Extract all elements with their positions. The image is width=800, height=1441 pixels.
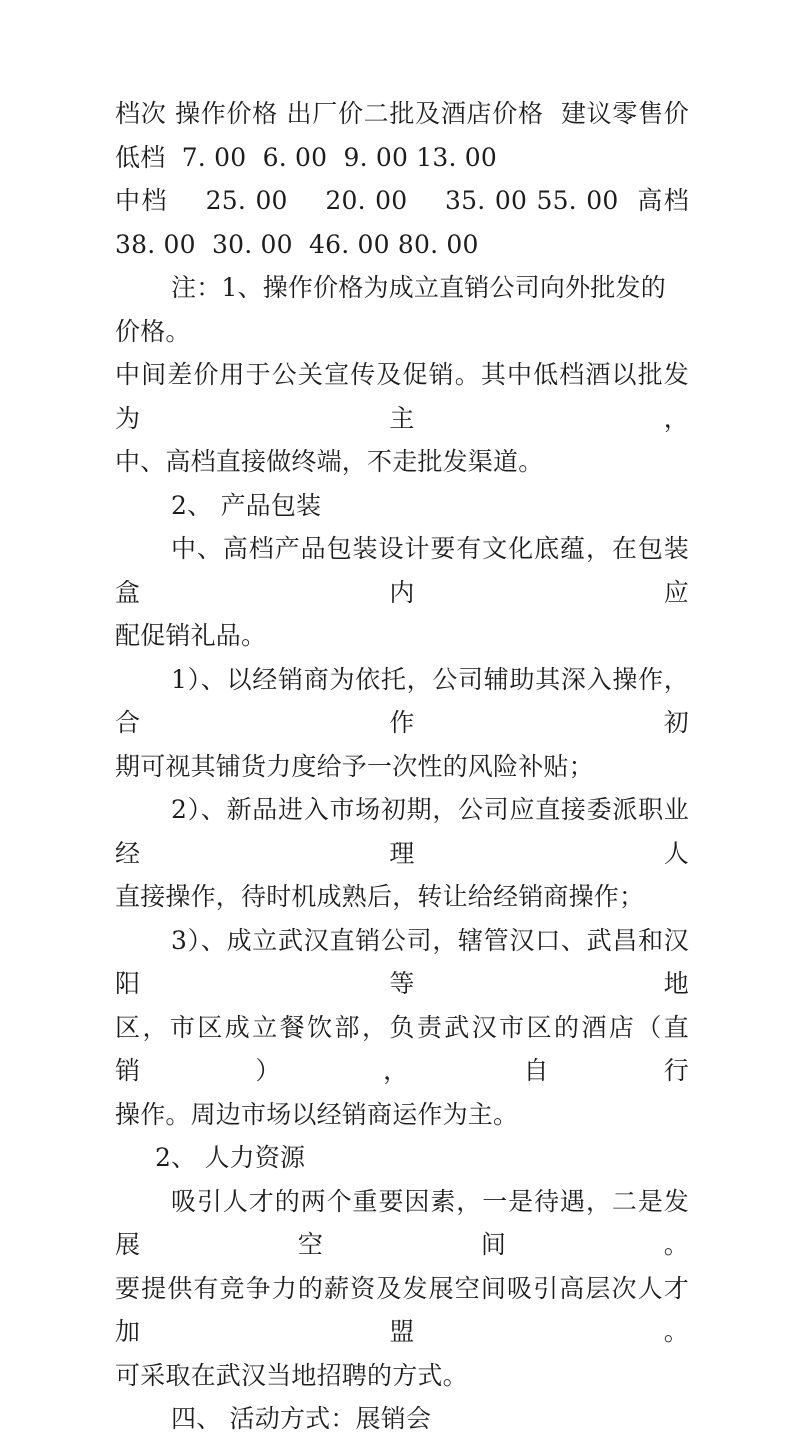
item-3-line-2: 区，市区成立餐饮部，负责武汉市区的酒店（直销），自行: [115, 1012, 689, 1085]
price-row-low-line: 低档 7. 00 6. 00 9. 00 13. 00: [115, 142, 497, 172]
price-table-header-line: 档次 操作价格 出厂价二批及酒店价格 建议零售价: [115, 99, 689, 128]
note-1-line-2: 中间差价用于公关宣传及促销。其中低档酒以批发为主，: [115, 360, 689, 433]
heading-activity-mode: 四、 活动方式：展销会: [171, 1404, 432, 1433]
hr-line-3: 可采取在武汉当地招聘的方式。: [115, 1360, 468, 1390]
packaging-line-1: 中、高档产品包装设计要有文化底蕴，在包装盒内应: [115, 534, 689, 607]
heading-human-resources: 2、 人力资源: [155, 1143, 306, 1172]
note-1-line-1: 注：1、操作价格为成立直销公司向外批发的价格。: [115, 273, 666, 346]
hr-line-2: 要提供有竞争力的薪资及发展空间吸引高层次人才加盟。: [115, 1273, 689, 1346]
item-2-line-2: 直接操作，待时机成熟后，转让给经销商操作；: [115, 882, 645, 911]
item-2-line-1: 2）、新品进入市场初期，公司应直接委派职业经理人: [115, 795, 689, 868]
heading-product-packaging: 2、 产品包装: [171, 490, 322, 520]
item-1-line-2: 期可视其铺货力度给予一次性的风险补贴；: [115, 751, 594, 781]
hr-line-1: 吸引人才的两个重要因素，一是待遇，二是发展空间。: [115, 1186, 689, 1259]
document-text-body: [115, 92, 689, 1441]
price-row-high-line: 38. 00 30. 00 46. 00 80. 00: [115, 229, 479, 259]
item-1-line-1: 1）、以经销商为依托，公司辅助其深入操作，合作初: [115, 664, 689, 737]
packaging-line-2: 配促销礼品。: [115, 621, 267, 650]
note-1-line-3: 中、高档直接做终端，不走批发渠道。: [115, 447, 544, 476]
price-row-mid-line: 中档 25. 00 20. 00 35. 00 55. 00 高档: [115, 186, 689, 215]
item-3-line-3: 操作。周边市场以经销商运作为主。: [115, 1099, 519, 1129]
item-3-line-1: 3）、成立武汉直销公司，辖管汉口、武昌和汉阳等地: [115, 925, 689, 998]
